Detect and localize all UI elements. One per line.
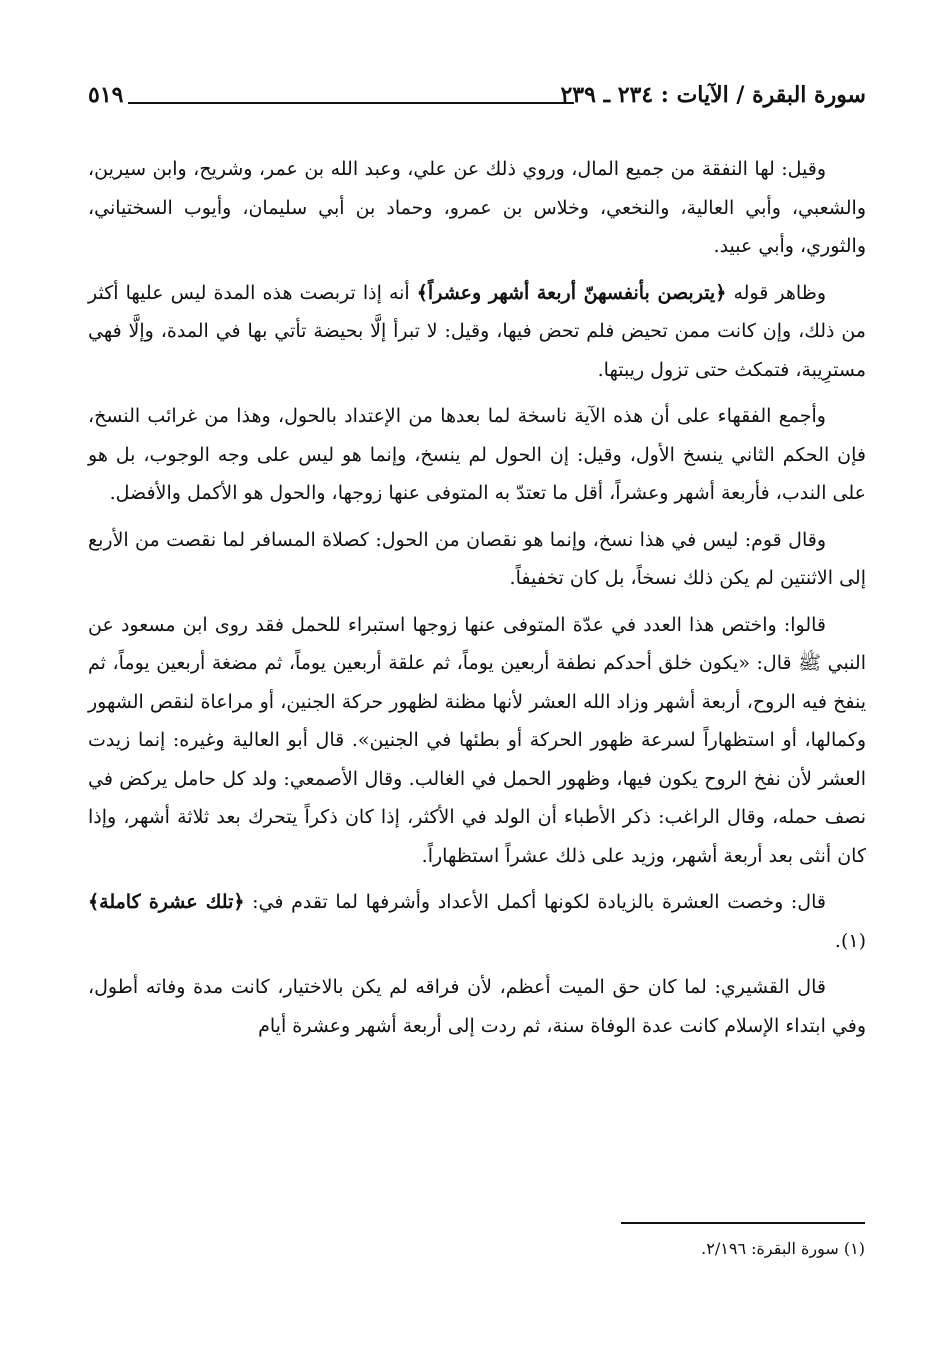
paragraph-text: وقال قوم: ليس في هذا نسخ، وإنما هو نقصان من الحول: كصلاة المسافر لما نقصت من الأربع إلى الاثنتين لم يكن ذلك نسخاً، بل كان تخفيفاً.	[88, 528, 866, 589]
body-text	[88, 150, 866, 1053]
footnote-reference: (١).	[834, 929, 866, 952]
surah-header-title: سورة البقرة / الآيات : ٢٣٤ ـ ٢٣٩	[560, 82, 866, 108]
paragraph-text: أنه إذا تربصت هذه المدة ليس عليها أكثر من ذلك، وإن كانت ممن تحيض فلم تحض فيها، وقيل: لا تبرأ إلَّا بحيضة تأتي بها في المدة، وإلَّا فهي مسترِيبة، فتمكث حتى تزول ريبتها.	[88, 281, 866, 381]
paragraph-3	[88, 397, 866, 513]
paragraph-text: وقيل: لها النفقة من جميع المال، وروي ذلك عن علي، وعبد الله بن عمر، وشريح، وابن سيرين، والشعبي، وأبي العالية، والنخعي، وخلاس بن عمرو، وحماد بن أبي سليمان، وأيوب السختياني، والثوري، وأبي عبيد.	[88, 158, 866, 257]
paragraph-text: وأجمع الفقهاء على أن هذه الآية ناسخة لما بعدها من الإعتداد بالحول، وهذا من غرائب النسخ، فإن الحكم الثاني ينسخ الأول، وقيل: إن الحول لم ينسخ، وإنما هو ليس على وجه الوجوب، بل هو على الندب، فأربعة أشهر وعشراً، أقل ما تعتدّ به المتوفى عنها زوجها، والحول هو الأكمل والأفضل.	[88, 405, 866, 504]
paragraph-text: قال القشيري: لما كان حق الميت أعظم، لأن فراقه لم يكن بالاختيار، كانت مدة وفاته أطول، وفي ابتداء الإسلام كانت عدة الوفاة سنة، ثم ردت إلى أربعة أشهر وعشرة أيام	[88, 976, 866, 1037]
paragraph-7	[88, 968, 866, 1045]
running-header	[88, 82, 866, 118]
footnote: (١) سورة البقرة: ٢/١٩٦.	[701, 1239, 865, 1258]
paragraph-2	[88, 274, 866, 390]
paragraph-5	[88, 606, 866, 876]
header-rule	[128, 102, 574, 104]
footnote-separator	[621, 1222, 865, 1224]
page-number: ٥١٩	[88, 82, 124, 108]
paragraph-1	[88, 150, 866, 266]
paragraph-text: قالوا: واختص هذا العدد في عدّة المتوفى عنها زوجها استبراء للحمل فقد روى ابن مسعود عن النبي ﷺ قال: «يكون خلق أحدكم نطفة أربعين يوماً، ثم علقة أربعين يوماً، ثم مضغة أربعين يوماً، ثم ينفخ فيه الروح، أربعة أشهر وزاد الله العشر لأنها مظنة لظهور حركة الجنين، أو مراعاة لنقص الشهور وكمالها، أو استظهاراً لسرعة ظهور الحركة أو بطئها في الجنين». قال أبو العالية وغيره: إنما زيدت العشر لأن نفخ الروح يكون فيها، وظهور الحمل في الغالب. وقال الأصمعي: ولد كل حامل يركض في نصف حمله، وقال الراغب: ذكر الأطباء أن الولد في الأكثر، إذا كان ذكراً يتحرك بعد ثلاثة أشهر، وإذا كان أنثى بعد أربعة أشهر، وزيد على ذلك عشراً استظهاراً.	[88, 613, 866, 867]
paragraph-6	[88, 883, 866, 960]
paragraph-text: قال: وخصت العشرة بالزيادة لكونها أكمل الأعداد وأشرفها لما تقدم في:	[244, 891, 826, 913]
quran-quote: ﴿تلك عشرة كاملة﴾	[88, 891, 245, 913]
paragraph-text: وظاهر قوله	[726, 281, 826, 304]
quran-quote: ﴿يتربصن بأنفسهنّ أربعة أشهر وعشراً﴾	[416, 281, 727, 304]
paragraph-4	[88, 521, 866, 598]
